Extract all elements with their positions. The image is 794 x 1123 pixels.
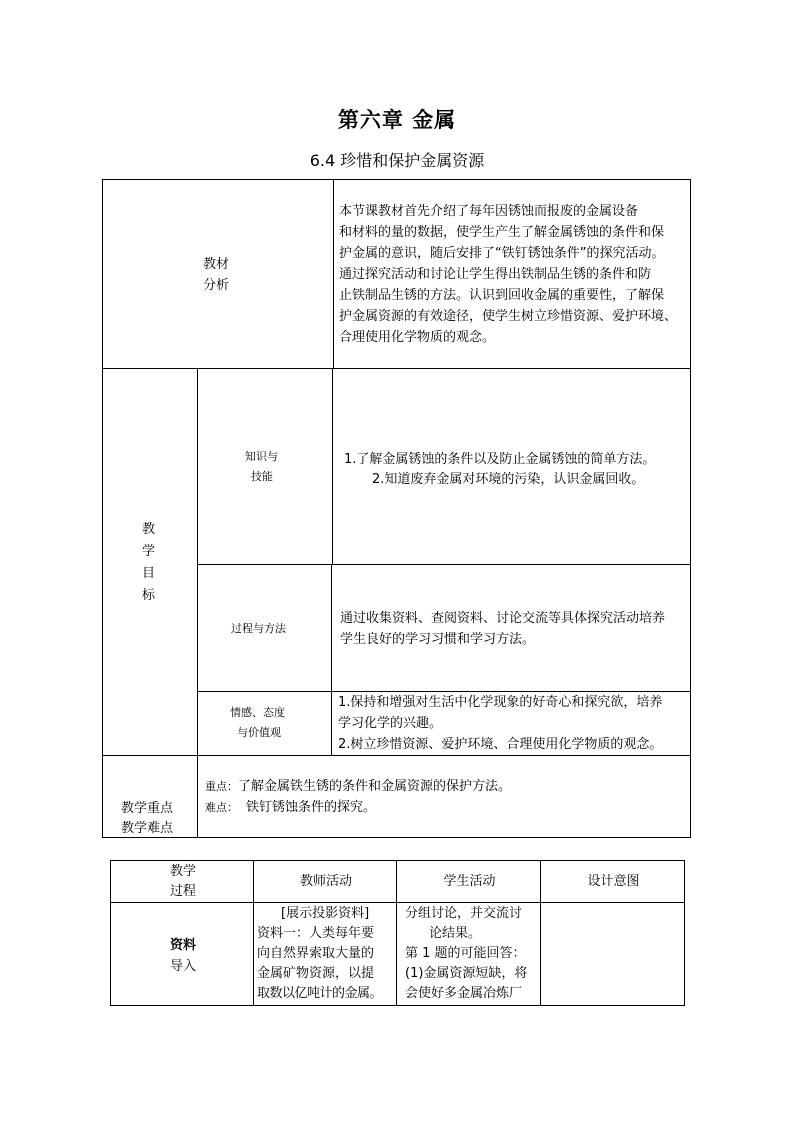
header-process-line2: 过程 xyxy=(169,884,196,899)
teacher-line: 取数以亿吨计的金属。 xyxy=(257,986,383,1001)
emotion-label-cell xyxy=(197,691,332,756)
teacher-line: 资料一：人类每年要 xyxy=(257,926,375,941)
key-label-line1: 教学重点 xyxy=(121,801,174,816)
knowledge-text-cell xyxy=(332,368,691,565)
key-label-cell xyxy=(102,755,198,838)
teacher-line: [展示投影资料] xyxy=(281,906,370,921)
emotion-label-line2: 与价值观 xyxy=(237,726,281,739)
goal-label-char: 标 xyxy=(142,588,156,603)
goal-label-cell xyxy=(102,368,198,756)
emotion-text-line1: 1.保持和增强对生活中化学现象的好奇心和探究欲，培养 xyxy=(338,695,663,710)
emotion-text-cell xyxy=(331,691,691,756)
key-label-line2: 教学难点 xyxy=(121,821,174,836)
row1-design-cell xyxy=(540,902,685,1006)
material-line: 护金属的意识，随后安排了“铁钉锈蚀条件”的探究活动。 xyxy=(339,246,665,261)
difficulty-text: 铁钉锈蚀条件的探究。 xyxy=(246,800,377,815)
row1-student-text xyxy=(405,904,527,1004)
process-text-cell xyxy=(331,564,691,692)
section-title: 6.4 珍惜和保护金属资源 xyxy=(309,151,485,170)
process-label-cell xyxy=(197,564,332,692)
knowledge-label-line1: 知识与 xyxy=(245,450,278,463)
material-text xyxy=(339,201,677,348)
chapter-title: 第六章 金属 xyxy=(337,108,457,132)
row1-label-line1: 资料 xyxy=(169,938,196,953)
knowledge-text-line1: 1.了解金属锈蚀的条件以及防止金属锈蚀的简单方法。 xyxy=(344,452,656,467)
header-process-cell xyxy=(110,860,254,903)
difficulty-prefix: 难点： xyxy=(205,801,238,814)
key-point-text: 了解金属铁生锈的条件和金属资源的保护方法。 xyxy=(238,779,512,794)
emotion-text-line3: 2.树立珍惜资源、爱护环境、合理使用化学物质的观念。 xyxy=(338,737,663,752)
student-line: (1)金属资源短缺，将 xyxy=(405,966,528,981)
header-design: 设计意图 xyxy=(587,874,640,889)
material-label-line1: 教材 xyxy=(203,257,230,272)
material-line: 通过探究活动和讨论让学生得出铁制品生锈的条件和防 xyxy=(339,267,652,282)
key-text-cell xyxy=(197,755,691,838)
goal-label xyxy=(142,519,155,607)
emotion-text-line2: 学习化学的兴趣。 xyxy=(338,716,443,731)
emotion-label-line1: 情感、态度 xyxy=(230,706,285,719)
teacher-line: 金属矿物资源，以提 xyxy=(257,966,375,981)
row1-teacher-cell xyxy=(253,902,397,1006)
goal-label-char: 目 xyxy=(142,566,156,581)
student-line: 第 1 题的可能回答： xyxy=(405,946,526,961)
material-line: 合理使用化学物质的观念。 xyxy=(339,330,496,345)
material-line: 本节课教材首先介绍了每年因锈蚀而报废的金属设备 xyxy=(339,204,639,219)
goal-label-char: 教 xyxy=(142,522,156,537)
material-line: 护金属资源的有效途径，使学生树立珍惜资源、爱护环境、 xyxy=(339,309,678,324)
key-point-line xyxy=(205,776,511,797)
student-line: 分组讨论，并交流讨 xyxy=(405,906,523,921)
header-process-line1: 教学 xyxy=(169,864,196,879)
material-line: 止铁制品生锈的方法。认识到回收金属的重要性，了解保 xyxy=(339,288,665,303)
material-label-cell xyxy=(102,179,334,369)
student-line: 会使好多金属冶炼厂 xyxy=(405,986,523,1001)
student-line: 论结果。 xyxy=(429,926,482,941)
knowledge-label-cell xyxy=(197,368,333,565)
row1-label-cell xyxy=(110,902,254,1006)
knowledge-label-line2: 技能 xyxy=(251,470,273,483)
header-design-cell xyxy=(540,860,685,903)
process-text-line2: 学生良好的学习习惯和学习方法。 xyxy=(340,632,536,647)
material-line: 和材料的量的数据，使学生产生了解金属锈蚀的条件和保 xyxy=(339,225,665,240)
header-teacher-cell xyxy=(253,860,397,903)
material-text-cell xyxy=(333,179,691,369)
row1-label-line2: 导入 xyxy=(169,959,196,974)
process-label: 过程与方法 xyxy=(231,622,286,635)
header-student: 学生活动 xyxy=(443,874,496,889)
key-point-prefix: 重点： xyxy=(205,780,238,793)
header-student-cell xyxy=(396,860,541,903)
difficulty-line xyxy=(205,797,376,818)
process-text-line1: 通过收集资料、查阅资料、讨论交流等具体探究活动培养 xyxy=(340,611,666,626)
header-teacher: 教师活动 xyxy=(299,874,352,889)
row1-teacher-text xyxy=(257,904,382,1004)
material-label-line2: 分析 xyxy=(203,278,230,293)
goal-label-char: 学 xyxy=(142,544,156,559)
row1-student-cell xyxy=(396,902,541,1006)
teacher-line: 向自然界索取大量的 xyxy=(257,946,375,961)
knowledge-text-line2: 2.知道废弃金属对环境的污染，认识金属回收。 xyxy=(372,472,645,487)
